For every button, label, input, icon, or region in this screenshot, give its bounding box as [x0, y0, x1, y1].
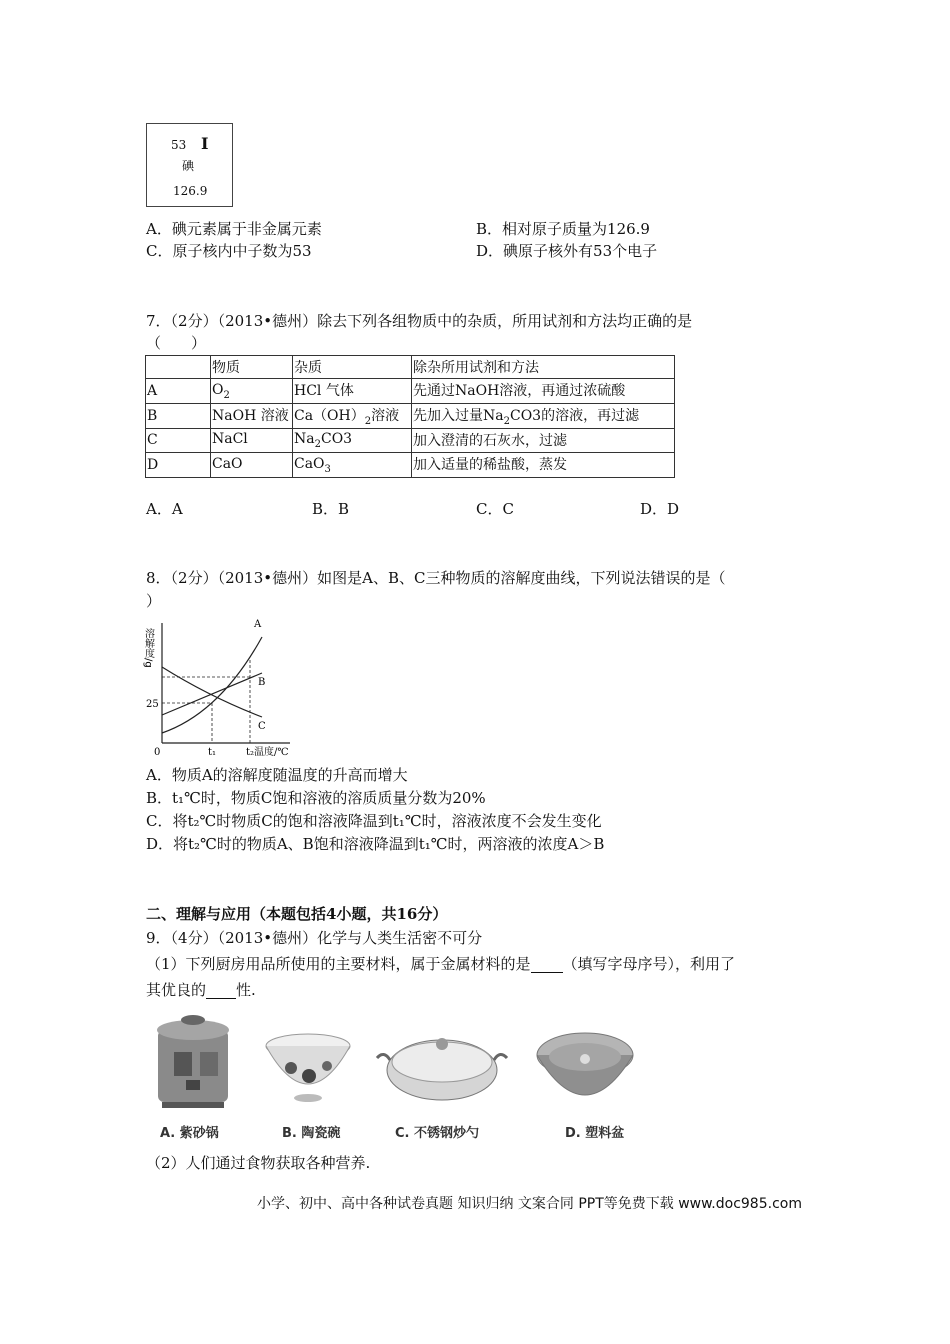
x-axis-label: 温度/℃	[254, 747, 289, 758]
q9-part2: （2）人们通过食物获取各种营养.	[146, 1154, 371, 1172]
footer-text: 小学、初中、高中各种试卷真题 知识归纳 文案合同 PPT等免费下载 www.doc985.com	[257, 1196, 802, 1212]
row-impurity: HCl 气体	[293, 379, 412, 404]
row-impurity: $Ca(OH)_2$溶液	[293, 403, 412, 428]
table-header-cell: 杂质	[293, 356, 412, 379]
q8-option-a: A．物质A的溶解度随温度的升高而增大	[146, 766, 408, 784]
row-method: 加入适量的稀盐酸，蒸发	[412, 453, 675, 478]
item-caption-a: A. 紫砂锅	[160, 1126, 219, 1141]
clay-pot-image	[148, 1008, 238, 1113]
q7-paren: （ ）	[146, 334, 207, 352]
steel-wok-image	[372, 1028, 512, 1108]
q8-option-b: B．t₁℃时，物质C饱和溶液的溶质质量分数为20%	[146, 789, 486, 807]
origin-label: 0	[154, 747, 161, 758]
row-label: B	[146, 403, 211, 428]
solubility-chart	[140, 615, 305, 760]
q9-part1-line1: （1）下列厨房用品所使用的主要材料，属于金属材料的是 （填写字母序号），利用了	[146, 955, 736, 973]
table-header-cell: 物质	[211, 356, 293, 379]
row-method: 加入澄清的石灰水，过滤	[412, 428, 675, 453]
curve-label-b: B	[258, 677, 266, 688]
q6-option-d: D．碘原子核外有53个电子	[476, 242, 658, 260]
y-tick-25: 25	[146, 699, 159, 710]
answer-blank[interactable]	[531, 958, 563, 973]
q8-option-d: D．将t₂℃时的物质A、B饱和溶液降温到t₁℃时，两溶液的浓度A＞B	[146, 835, 605, 853]
table-header-row	[146, 356, 675, 379]
q7-option-c: C．C	[476, 500, 514, 518]
row-substance: $O_2$	[211, 379, 293, 404]
q8-option-c: C．将t₂℃时物质C的饱和溶液降温到t₁℃时，溶液浓度不会发生变化	[146, 812, 602, 830]
q8-stem: 8．（2分）（2013•德州）如图是A、B、C三种物质的溶解度曲线，下列说法错误的是（	[146, 569, 726, 587]
q6-option-a: A．碘元素属于非金属元素	[146, 220, 322, 238]
item-caption-d: D. 塑料盆	[565, 1126, 625, 1141]
row-substance: NaOH 溶液	[211, 403, 293, 428]
table-row	[146, 428, 675, 453]
item-caption-c: C. 不锈钢炒勺	[395, 1126, 480, 1141]
table-header-cell	[146, 356, 211, 379]
element-symbol: I	[201, 134, 209, 153]
q9-part1-line2: 其优良的 性.	[146, 981, 256, 999]
curve-label-c: C	[258, 721, 266, 732]
row-method: 先加入过量$Na_2CO3$的溶液，再过滤	[412, 403, 675, 428]
element-number: 53	[171, 138, 187, 152]
item-caption-b: B. 陶瓷碗	[282, 1126, 341, 1141]
y-axis-label: 溶解度/g	[142, 628, 154, 668]
row-label: A	[146, 379, 211, 404]
row-substance: CaO	[211, 453, 293, 478]
row-label: C	[146, 428, 211, 453]
q7-option-b: B．B	[312, 500, 350, 518]
element-mass: 126.9	[173, 184, 208, 198]
x-tick-t2: t₂	[246, 747, 255, 758]
row-substance: NaCl	[211, 428, 293, 453]
element-name: 碘	[182, 159, 195, 173]
row-impurity: $Na_2CO3$	[293, 428, 412, 453]
q7-option-a: A．A	[146, 500, 183, 518]
row-method: 先通过NaOH溶液，再通过浓硫酸	[412, 379, 675, 404]
ceramic-bowl-image	[263, 1032, 353, 1107]
plastic-basin-image	[533, 1025, 638, 1110]
q8-stem-end: ）	[146, 592, 162, 610]
section-heading: 二、理解与应用（本题包括4小题，共16分）	[146, 905, 448, 923]
q7-option-d: D．D	[640, 500, 680, 518]
answer-blank[interactable]	[206, 984, 236, 999]
q7-table	[145, 355, 675, 478]
table-header-cell: 除杂所用试剂和方法	[412, 356, 675, 379]
q9-stem: 9．（4分）（2013•德州）化学与人类生活密不可分	[146, 929, 483, 947]
q6-option-c: C．原子核内中子数为53	[146, 242, 312, 260]
table-row	[146, 453, 675, 478]
row-label: D	[146, 453, 211, 478]
row-impurity: CaO$_3$	[293, 453, 412, 478]
curve-label-a: A	[254, 619, 262, 630]
q7-stem: 7．（2分）（2013•德州）除去下列各组物质中的杂质，所用试剂和方法均正确的是	[146, 312, 693, 330]
q6-option-b: B．相对原子质量为126.9	[476, 220, 650, 238]
x-tick-t1: t₁	[208, 747, 217, 758]
element-card-iodine	[146, 123, 233, 207]
table-row	[146, 403, 675, 428]
table-row	[146, 379, 675, 404]
